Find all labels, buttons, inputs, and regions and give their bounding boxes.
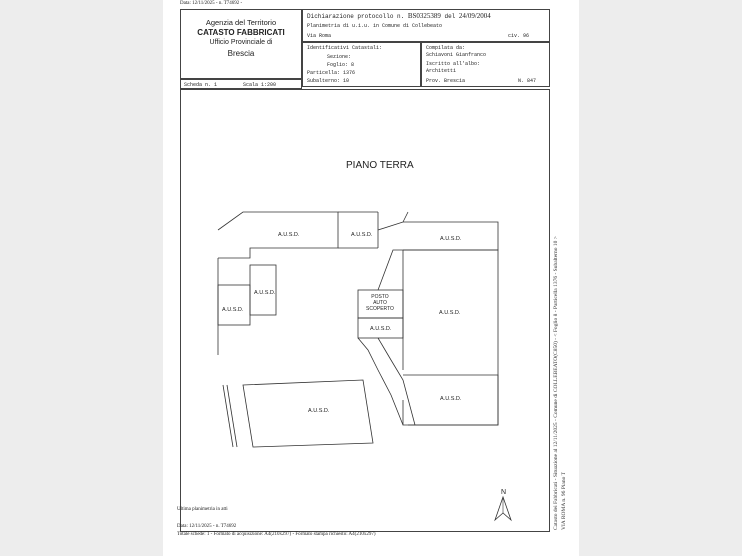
floor-plan: [163, 0, 579, 556]
north-arrow-icon: [495, 489, 511, 520]
scheda-label: Scheda n. 1: [184, 82, 218, 88]
room-label-10: [440, 269, 441, 270]
room-label-5: A.U.S.D.: [222, 307, 244, 313]
albo-label: Iscritto all'albo:: [426, 61, 481, 67]
sezione-field: Sezione:: [327, 54, 352, 60]
left-gutter: [0, 0, 163, 556]
footer-date: Data: 12/11/2025 - n. T74692: [177, 524, 237, 529]
north-label: N: [501, 489, 507, 496]
room-label-3: A.U.S.D.: [440, 236, 462, 242]
room-label-8: A.U.S.D.: [440, 396, 462, 402]
particella-field: Particella: 1376: [307, 70, 356, 76]
posto-line-3: SCOPERTO: [366, 306, 394, 312]
side-text-main: Catasto dei Fabbricati - Situazione al 12/11/2025 - Comune di COLLEBEATO(C850) - < Foglio 8 - Particella 1376 - Subalterno 10 >: [553, 236, 559, 530]
civic-number: civ. 96: [508, 33, 530, 39]
room-label-9: A.U.S.D.: [308, 408, 330, 414]
albo-role: Architetti: [426, 68, 457, 74]
room-label-4: A.U.S.D.: [254, 290, 276, 296]
compiled-label: Compilata da:: [426, 45, 466, 51]
footer-format: Totale schede: 1 - Formato di acquisizione: A4(210x297) - Formato stampa richiesto: A4(210x297): [177, 532, 376, 537]
footer-last-plan: Ultima planimetria in atti: [177, 507, 228, 512]
office-label: Ufficio Provinciale di: [209, 39, 273, 46]
scala-label: Scala 1:200: [243, 82, 277, 88]
province-name: Brescia: [227, 49, 255, 58]
room-label-6: A.U.S.D.: [439, 310, 461, 316]
province-field: Prov. Brescia: [426, 78, 466, 84]
compiler-name: Schiavoni Gianfranco: [426, 52, 487, 58]
catasto-title: CATASTO FABBRICATI: [197, 28, 285, 37]
top-stamp: Data: 12/11/2025 - n. T74692 -: [180, 1, 243, 6]
protocol-number: BS0325389: [407, 12, 441, 20]
subalterno-field: Subalterno: 10: [307, 78, 350, 84]
identifiers-title: Identificativi Catastali:: [307, 45, 383, 51]
address-line: Via Roma: [307, 33, 332, 39]
posto-line-2: AUTO: [373, 300, 387, 306]
agency-name: Agenzia del Territorio: [205, 18, 277, 27]
planimetry-line: Planimetria di u.i.u. in Comune di Collebeato: [307, 23, 443, 29]
right-gutter: [579, 0, 742, 556]
declaration-date: 24/09/2004: [458, 12, 491, 20]
registration-number: N. 847: [518, 78, 537, 84]
room-label-2: A.U.S.D.: [351, 232, 373, 238]
plan-title: PIANO TERRA: [346, 160, 414, 171]
room-label-1: A.U.S.D.: [278, 232, 300, 238]
foglio-field: Foglio: 8: [327, 62, 355, 68]
posto-line-1: POSTO: [371, 294, 389, 300]
date-label: del: [444, 13, 456, 20]
cadastral-sheet: [163, 0, 579, 556]
room-label-7: A.U.S.D.: [370, 326, 392, 332]
side-text-address: VIA ROMA n. 96 Piano T: [561, 472, 567, 530]
declaration-label: Dichiarazione protocollo n.: [307, 13, 405, 20]
